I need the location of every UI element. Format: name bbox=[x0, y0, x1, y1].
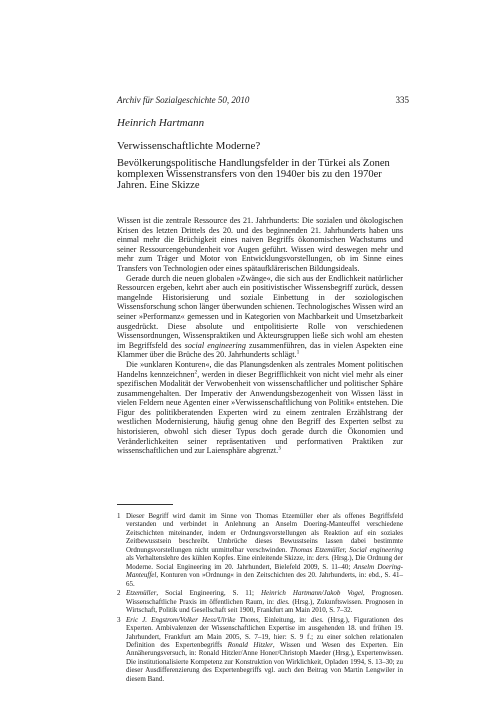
footnote-ref-3[interactable]: 3 bbox=[278, 445, 281, 452]
article-subtitle: Bevölkerungspolitische Handlungsfelder in der Türkei als Zonen komplexen Wissenstransfers von den 1940er bis zu den 1970er Jahren. Eine Skizze bbox=[117, 158, 390, 192]
footnote-number: 1 bbox=[117, 512, 121, 520]
footnote-3 bbox=[117, 616, 403, 684]
footnote-author: Heinrich Hartmann/Jakob Vogel bbox=[260, 589, 363, 598]
footnote-ref-2[interactable]: 2 bbox=[194, 368, 198, 375]
footnote-ref-1[interactable]: 1 bbox=[296, 349, 300, 356]
footnote-author: Thomas Etzemüller, Social engineering bbox=[290, 545, 404, 554]
footnote-divider bbox=[117, 504, 173, 505]
body-paragraph-1: Wissen ist die zentrale Ressource des 21. Jahrhunderts: Die sozialen und ökologischen Krisen des letzten Drittels des 20. und des beginnenden 21. Jahrhunderts haben uns einmal mehr die Brüchigkeit eines naiven Begriffs ökonomischen Wachstums und seiner Ressourcengebundenheit vor Augen geführt. Wissen wird deswegen mehr und mehr zum Träger und Motor von Entwicklungsvorstellungen, ob im Sinne eines Transfers von Technologien oder eines spätaufklärerischen Bildungsideals. bbox=[117, 216, 403, 273]
footnote-author: Anselm Doering-Manteuffel bbox=[126, 562, 403, 580]
footnote-text: , Wissen und Wesen des Experten. Ein Annäherungsversuch, in: Ronald Hitzler/Anne Honer/Christoph Maeder (Hrsg.), Expertenwissen. Die institutionalisierte Kompetenz zur Konstruktion von Wirklichkeit, Opladen 1994, S. 13–30; zu dieser Ausdifferenzierung des Expertenbegriffs vgl. auch den Beitrag von Martin Lengwiler in diesem Band. bbox=[126, 640, 403, 683]
footnotes bbox=[117, 512, 403, 684]
article-body bbox=[117, 216, 403, 456]
footnote-author: dies. bbox=[276, 597, 290, 606]
body-paragraph-3 bbox=[117, 360, 403, 456]
body-paragraph-2 bbox=[117, 274, 403, 360]
paragraph-text: zusammenführen, das in vielen Aspekten eine Klammer über die Brüche des 20. Jahrhunderts schlägt. bbox=[117, 340, 403, 360]
footnote-text: (Hrsg.), Die Ordnung der Moderne. Social Engineering im 20. Jahrhundert, Bielefeld 2009, S. 11–40; bbox=[126, 554, 403, 571]
footnote-number: 3 bbox=[117, 615, 121, 624]
paragraph-text: Gerade durch die neuen globalen »Zwänge«, die sich aus der Endlichkeit natürlicher Ressourcen ergeben, kehrt aber auch ein positivistischer Wissensbegriff zurück, dessen mangelnde Historisierung und soziale Einbettung in der soziologischen Wissensforschung schon länger überwunden schienen. Technologisches Wissen wird an seiner »Performanz« gemessen und in Kategorien von Machbarkeit und Umsetzbarkeit ausgedrückt. Diese absolute und entpolitisierte Rolle von verschiedenen Wissensordnungen, Wissenspraktiken und Akteursgruppen ließe sich wohl am ehesten im Begriffsfeld des bbox=[117, 273, 403, 350]
footnote-text: , Einleitung, in: bbox=[258, 615, 311, 624]
footnote-text: , Prognosen. Wissenschaftliche Praxis im öffentlichen Raum, in: bbox=[126, 589, 403, 606]
footnote-1 bbox=[117, 512, 403, 588]
page-number: 335 bbox=[395, 95, 409, 105]
footnote-author: ders. bbox=[315, 554, 330, 563]
paragraph-text: , werden in dieser Begrifflichkeit von nicht viel mehr als einer spezifischen Modalität der Verwobenheit von wissenschaftlicher und politischer Sphäre zusammengehalten. Der Imperativ der Anwendungsbezogenheit von Wissen lässt in vielen Feldern neue Agenten einer »Verwissenschaftlichung von Politik« entstehen. Die Figur des politikberatenden Experten wird zu einem zentralen Erzählstrang der westlichen Modernisierung, häufig genug ohne den Begriff des Experten selbst zu historisieren, obwohl sich dieser Typus doch gerade durch die Ökonomien und Veränderlichkeiten seiner repräsentativen und performativen Praktiken zur wissenschaftlichen und zur Laiensphäre abgrenzt. bbox=[117, 369, 403, 456]
footnote-number: 2 bbox=[117, 589, 121, 598]
footnote-author: Ronald Hitzler bbox=[227, 640, 273, 649]
footnote-author: Etzemüller bbox=[126, 589, 157, 598]
footnote-text: (Hrsg.), Zukunftswissen. Prognosen in Wirtschaft, Politik und Gesellschaft seit 1900, Frankfurt am Main 2010, S. 7–32. bbox=[126, 597, 403, 615]
footnote-text: Dieser Begriff wird damit im Sinne von Thomas Etzemüller eher als offenes Begriffsfeld verstanden und verbindet in Anlehnung an Anselm Doering-Manteuffel verschiedene Zeitschichten miteinander, indem er Ordnungsvorstellungen als Reaktion auf ein soziales Zeitbewusstsein beschreibt. Umbrüche dieses Bewusstseins lassen dabei bestimmte Ordnungsvorstellungen nicht unmittelbar verschwinden. bbox=[126, 512, 403, 554]
footnote-author: Eric J. Engstrom/Volker Hess/Ulrike Thoms bbox=[126, 615, 259, 624]
footnote-text: (Hrsg.), Figurationen des Experten. Ambivalenzen der Wissenschaftlichen Expertise im ausgehenden 18. und frühen 19. Jahrhundert, Frankfurt am Main 2005, S. 7–19, hier: S. 9 f.; zu einer solchen relationalen Definition des Expertenbegriffs bbox=[126, 615, 403, 649]
emphasis-term: social engineering bbox=[184, 340, 246, 350]
footnote-text: , Social Engineering, S. 11; bbox=[156, 589, 261, 598]
footnote-author: dies. bbox=[310, 615, 324, 624]
article-author: Heinrich Hartmann bbox=[117, 117, 205, 129]
article-title: Verwissenschaftlichte Moderne? bbox=[117, 140, 261, 152]
footnote-2 bbox=[117, 589, 403, 614]
journal-title: Archiv für Sozialgeschichte 50, 2010 bbox=[117, 95, 250, 105]
footnote-text: als Verhaltenslehre des kühlen Kopfes. Eine einleitende Skizze, in: bbox=[126, 554, 316, 563]
footnote-text: , Konturen von »Ordnung« in den Zeitschichten des 20. Jahrhunderts, in: ebd., S. 41–65. bbox=[126, 571, 403, 588]
paragraph-text: Die »unklaren Konturen«, die das Planungsdenken als zentrales Moment politischen Handelns kennzeichnen bbox=[117, 359, 403, 379]
